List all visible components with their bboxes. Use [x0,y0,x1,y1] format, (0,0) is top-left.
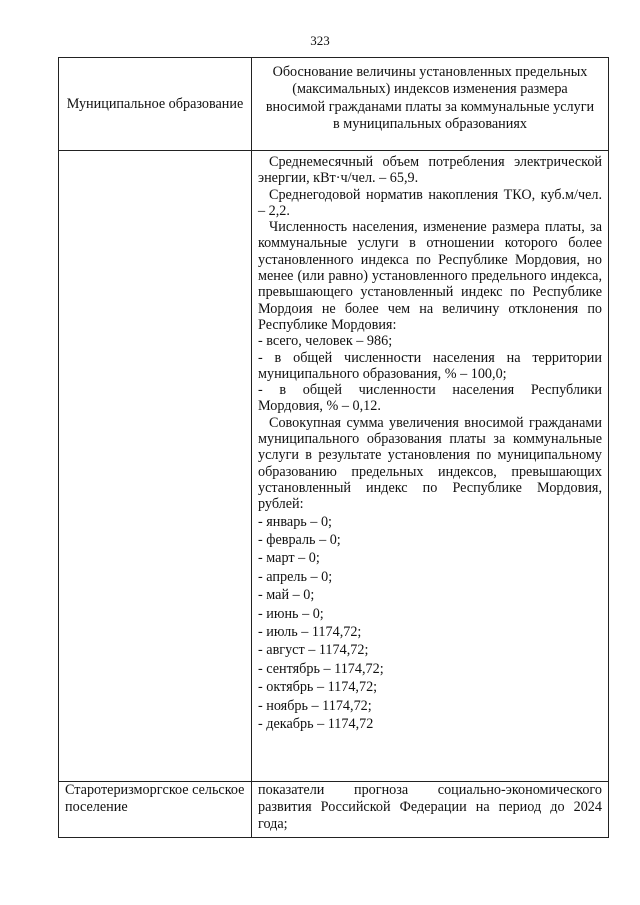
paragraph-total-sum: Совокупная сумма увеличения вносимой гражданами муниципального образования платы за коммунальные услуги в результате установления по муниципальному образованию предельных индексов, превышающих установленный индекс по Республике Мордовия, рублей: [258,414,602,513]
paragraph-population: Численность населения, изменение размера платы, за коммунальные услуги в отношении которого более установленного индекса по Республике Мордовия, но менее (или равно) установленного предельного индекса, превышающего установленный индекс по Республике Мордоия не более чем на величину отклонения по Республике Мордовия: [258,219,602,333]
paragraph-share-republic: - в общей численности населения Республики Мордовия, % – 0,12. [258,382,602,415]
list-item: - октябрь – 1174,72; [258,679,378,696]
list-item: - апрель – 0; [258,568,333,585]
list-item: - ноябрь – 1174,72; [258,697,372,714]
row2-justification-cell: показатели прогноза социально-экономического развития Российской Федерации на период до 2024 года; [252,782,609,838]
header-justification: Обоснование величины установленных предельных (максимальных) индексов изменения размера вносимой гражданами платы за коммунальные услуги в муниципальных образованиях [252,58,609,151]
list-item: - март – 0; [258,550,320,567]
monthly-sums-list [258,513,602,734]
paragraph-share-municipality: - в общей численности населения на территории муниципального образования, % – 100,0; [258,349,602,382]
paragraph-electricity: Среднемесячный объем потребления электрической энергии, кВт·ч/чел. – 65,9. [258,154,602,187]
list-item: - май – 0; [258,587,315,604]
list-item: - сентябрь – 1174,72; [258,660,384,677]
table-row [59,151,609,782]
row1-municipality-cell [59,151,252,782]
header-municipality: Муниципальное образование [59,58,252,151]
row2-municipality-cell: Старотеризморгское сельское поселение [59,782,252,838]
list-item: - январь – 0; [258,513,332,530]
list-item: - февраль – 0; [258,531,341,548]
page-number: 323 [310,33,330,48]
paragraph-total-people: - всего, человек – 986; [258,333,393,350]
list-item: - декабрь – 1174,72 [258,716,374,732]
row1-justification-cell [252,151,609,782]
list-item: - август – 1174,72; [258,642,369,659]
table-row [59,782,609,838]
list-item: - июнь – 0; [258,605,324,622]
paragraph-tko: Среднегодовой норматив накопления ТКО, куб.м/чел. – 2,2. [258,186,602,219]
list-item: - июль – 1174,72; [258,623,362,640]
table-header-row [59,58,609,151]
justification-table [58,57,609,838]
